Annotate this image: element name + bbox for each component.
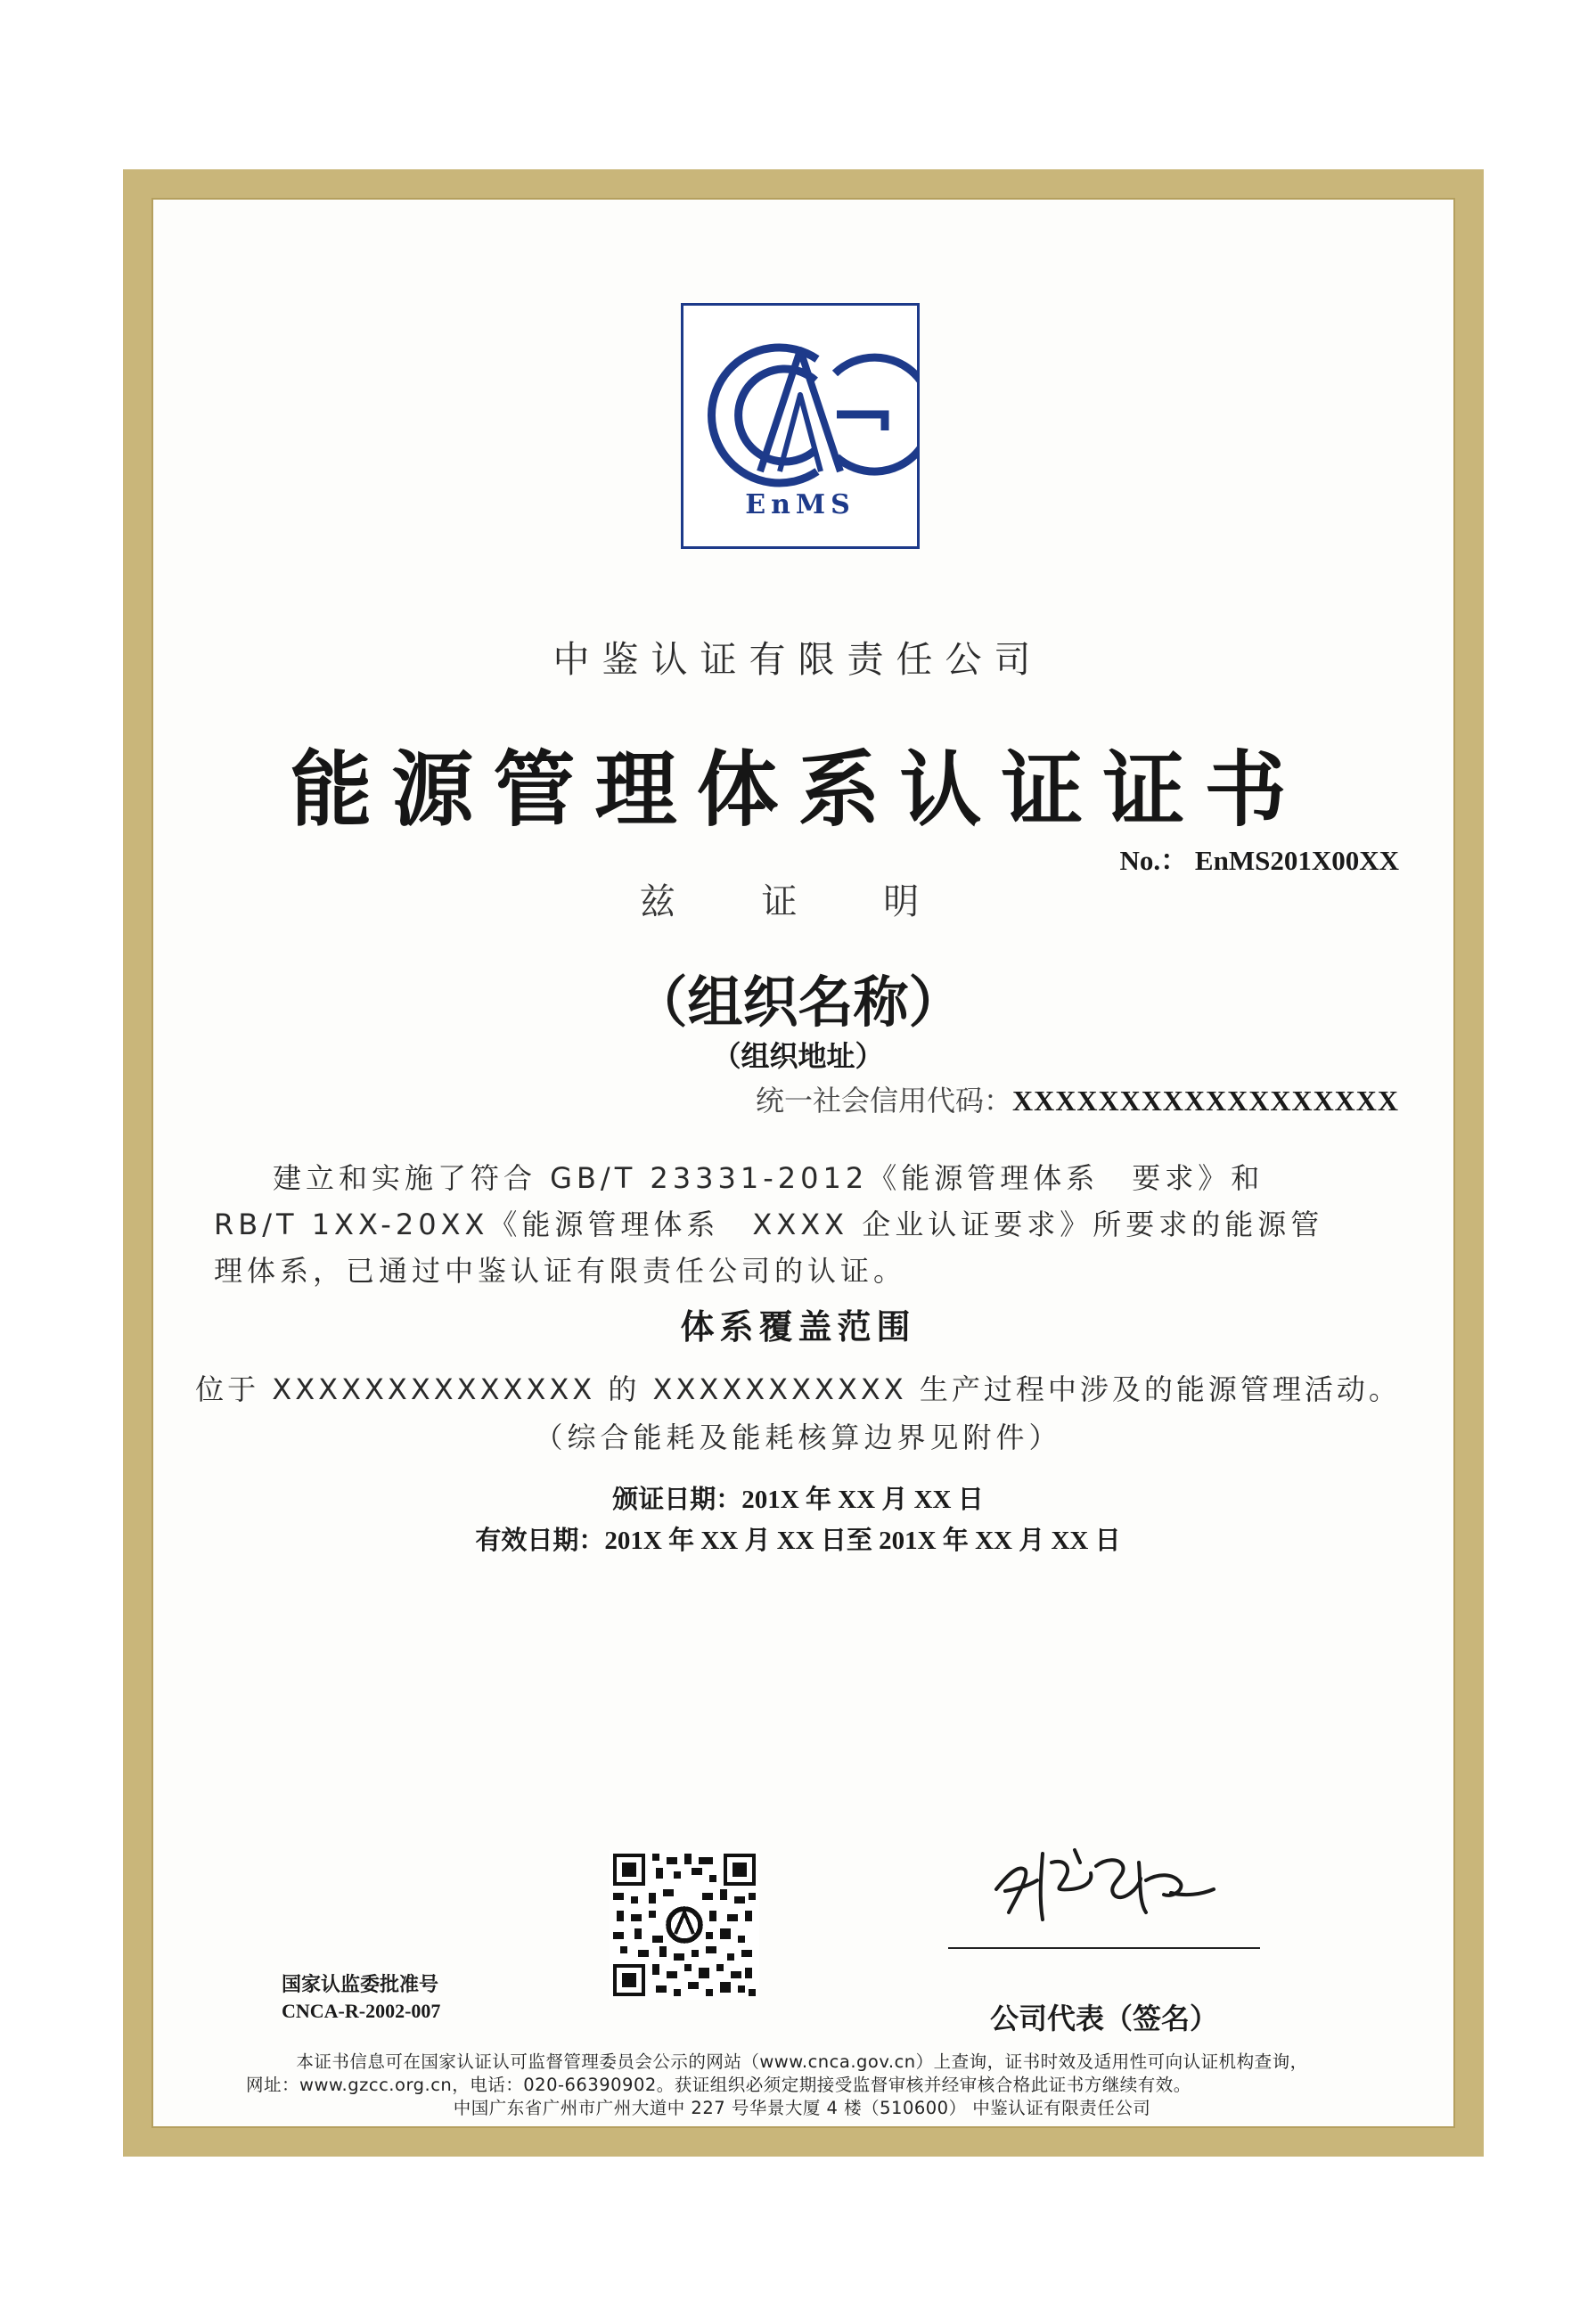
issue-date: 颁证日期：201X 年 XX 月 XX 日 [612, 1486, 984, 1514]
footer-line: 本证书信息可在国家认证认可监督管理委员会公示的网站（www.cnca.gov.cn）上查询，证书时效及适用性可向认证机构查询， [296, 2051, 1308, 2072]
statement-line: 理体系，已通过中鉴认证有限责任公司的认证。 [214, 1254, 907, 1288]
issuer-company: 中鉴认证有限责任公司 [552, 638, 1044, 681]
qr-code-icon [610, 1850, 759, 2000]
certificate-number: No.： EnMS201X00XX [1119, 845, 1399, 876]
company-representative-label: 公司代表（签名） [989, 2002, 1218, 2035]
statement-line: RB/T 1XX-20XX《能源管理体系 XXXX 企业认证要求》所要求的能源管 [214, 1208, 1324, 1241]
credit-code-line [624, 1078, 1399, 1119]
handwritten-signature-icon [989, 1827, 1221, 1934]
footer-address: 中国广东省广州市广州大道中 227 号华景大厦 4 楼（510600） 中鉴认证有限责任公司 [453, 2098, 1151, 2118]
signature-line [948, 1947, 1260, 1949]
certificate-title: 能源管理体系认证证书 [290, 742, 1306, 838]
organization-name: （组织名称） [632, 970, 964, 1035]
scope-text: 位于 XXXXXXXXXXXXXX 的 XXXXXXXXXXX 生产过程中涉及的能源管理活动。 [195, 1372, 1401, 1406]
scope-note: （综合能耗及能耗核算边界见附件） [534, 1420, 1062, 1454]
hereby-certify: 兹 证 明 [639, 881, 957, 922]
scope-title: 体系覆盖范围 [680, 1307, 916, 1347]
approval-label: 国家认监委批准号 [282, 1974, 439, 1996]
organization-address: （组织地址） [712, 1039, 884, 1073]
valid-date: 有效日期：201X 年 XX 月 XX 日至 201X 年 XX 月 XX 日 [475, 1527, 1121, 1555]
certification-statement [214, 1155, 1390, 1294]
statement-line: 建立和实施了符合 GB/T 23331-2012《能源管理体系 要求》和 [273, 1161, 1265, 1195]
footer-line: 网址：www.gzcc.org.cn，电话：020-66390902。获证组织必须定期接受监督审核并经审核合格此证书方继续有效。 [246, 2075, 1191, 2095]
logo-text: EnMS [745, 489, 855, 520]
enms-logo [681, 303, 920, 549]
credit-code-label: 统一社会信用代码： [756, 1084, 1013, 1118]
approval-code: CNCA-R-2002-007 [282, 2000, 441, 2022]
credit-code-value: XXXXXXXXXXXXXXXXXX [1012, 1085, 1399, 1117]
